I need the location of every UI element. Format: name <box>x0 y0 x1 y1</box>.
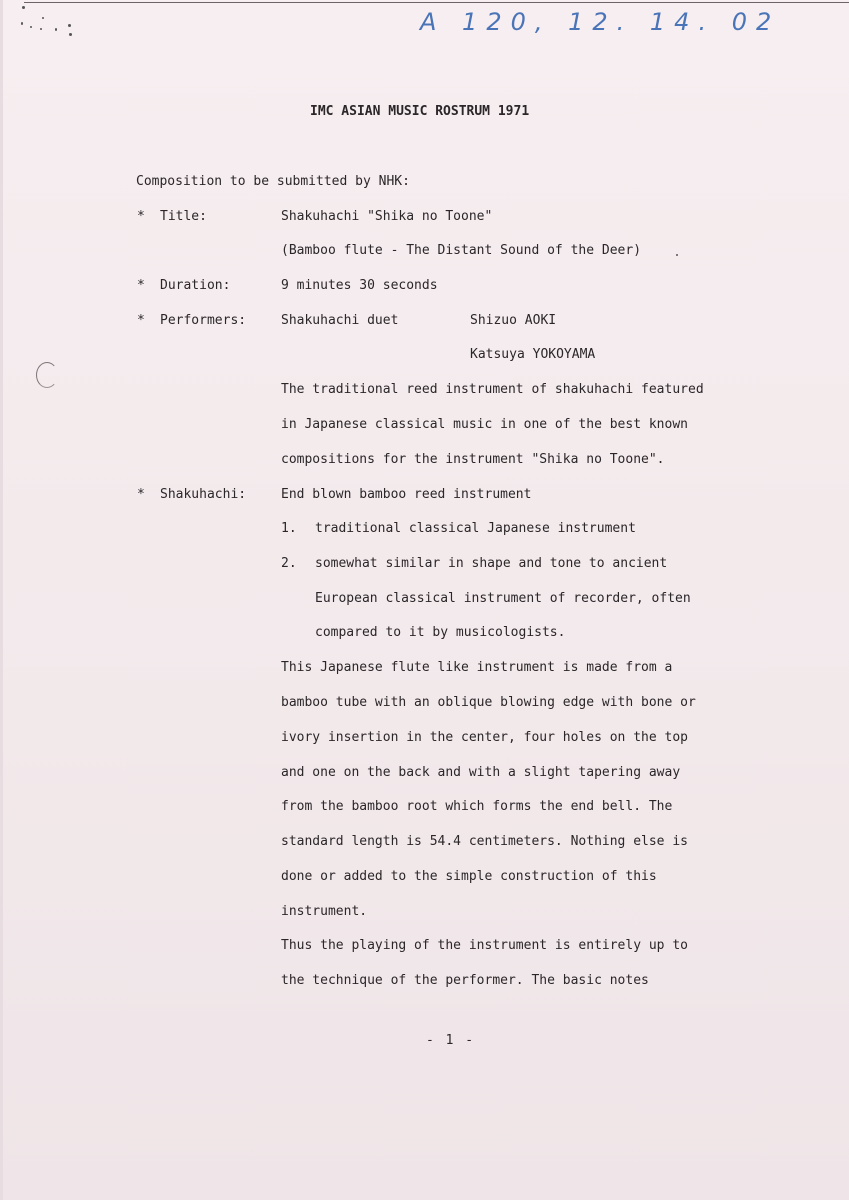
body-line: done or added to the simple construction of this <box>281 869 657 884</box>
title-label: Title: <box>160 209 207 224</box>
body-line: Thus the playing of the instrument is entirely up to <box>281 938 688 953</box>
description-line: The traditional reed instrument of shakuhachi featured <box>281 382 704 397</box>
body-line: instrument. <box>281 904 368 919</box>
description-line: in Japanese classical music in one of the best known <box>281 417 688 432</box>
body-line: and one on the back and with a slight tapering away <box>281 765 681 780</box>
page-edge <box>0 0 3 1200</box>
bullet-marker: * <box>137 487 145 502</box>
body-line: from the bamboo root which forms the end bell. The <box>281 799 673 814</box>
list-item-line: traditional classical Japanese instrument <box>315 521 636 536</box>
list-item-line: compared to it by musicologists. <box>315 625 566 640</box>
punch-hole-mark <box>36 362 58 388</box>
list-number: 2. <box>281 556 297 571</box>
intro-text: Composition to be submitted by NHK: <box>136 174 410 189</box>
shakuhachi-label: Shakuhachi: <box>160 487 247 502</box>
duration-value: 9 minutes 30 seconds <box>281 278 438 293</box>
page-number: - 1 - <box>426 1033 476 1048</box>
body-line: standard length is 54.4 centimeters. Nothing else is <box>281 834 688 849</box>
performers-label: Performers: <box>160 313 247 328</box>
bullet-marker: * <box>137 313 145 328</box>
performers-type: Shakuhachi duet <box>281 313 399 328</box>
body-line: the technique of the performer. The basic notes <box>281 973 649 988</box>
list-item-line: European classical instrument of recorder, often <box>315 591 691 606</box>
title-value: Shakuhachi "Shika no Toone" <box>281 209 493 224</box>
body-line: ivory insertion in the center, four holes on the top <box>281 730 688 745</box>
list-number: 1. <box>281 521 297 536</box>
bullet-marker: * <box>137 278 145 293</box>
body-line: bamboo tube with an oblique blowing edge with bone or <box>281 695 696 710</box>
description-line: compositions for the instrument "Shika no Toone". <box>281 452 665 467</box>
page-title: IMC ASIAN MUSIC ROSTRUM 1971 <box>310 104 530 119</box>
list-item-line: somewhat similar in shape and tone to ancient <box>315 556 668 571</box>
bullet-marker: * <box>137 209 145 224</box>
top-border-line <box>24 2 849 3</box>
shakuhachi-value: End blown bamboo reed instrument <box>281 487 532 502</box>
performer-name: Katsuya YOKOYAMA <box>470 347 596 362</box>
title-translation: (Bamboo flute - The Distant Sound of the Deer) <box>281 243 642 258</box>
archive-annotation: A 120, 12. 14. 02 <box>420 8 781 36</box>
performer-name: Shizuo AOKI <box>470 313 557 328</box>
body-line: This Japanese flute like instrument is made from a <box>281 660 673 675</box>
duration-label: Duration: <box>160 278 231 293</box>
